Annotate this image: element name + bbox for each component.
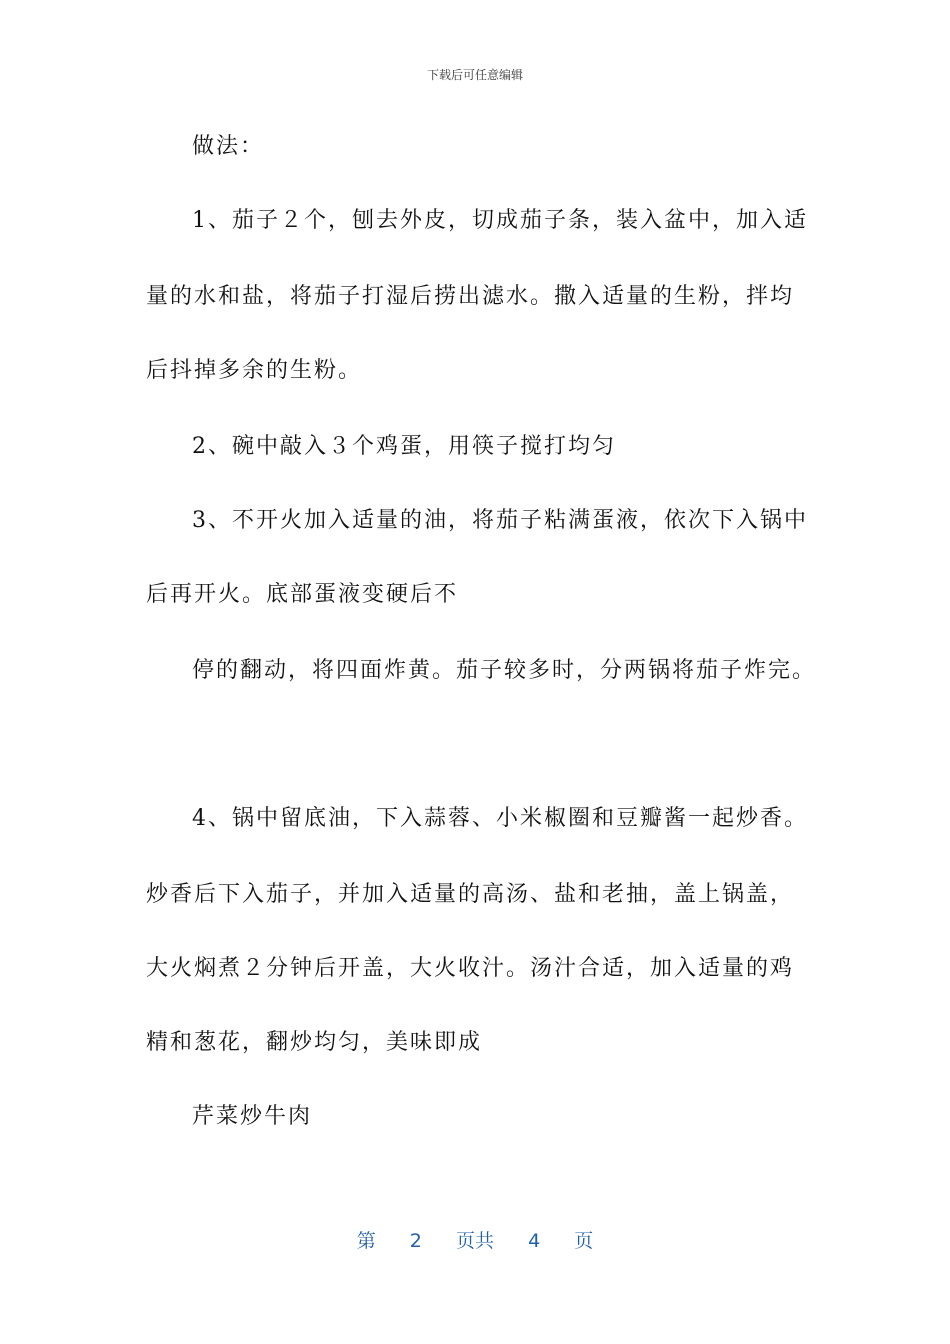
step-4-line-1: 4、锅中留底油，下入蒜蓉、小米椒圈和豆瓣酱一起炒香。 — [192, 806, 808, 831]
page-footer — [0, 1226, 950, 1253]
step-3-line-1: 3、不开火加入适量的油，将茄子粘满蛋液，依次下入锅中 — [192, 508, 808, 533]
footer-total-pages: 4 — [528, 1230, 541, 1252]
step-1-line-1: 1、茄子２个，刨去外皮，切成茄子条，装入盆中，加入适 — [192, 208, 808, 233]
page-header: 下载后可任意编辑 — [426, 68, 523, 82]
method-heading: 做法： — [192, 134, 265, 159]
step-4-line-3: 大火焖煮２分钟后开盖，大火收汁。汤汁合适，加入适量的鸡 — [146, 956, 795, 981]
step-4-line-2: 炒香后下入茄子，并加入适量的高汤、盐和老抽，盖上锅盖， — [146, 882, 795, 907]
next-recipe-title: 芹菜炒牛肉 — [192, 1104, 313, 1129]
step-1-line-2: 量的水和盐，将茄子打湿后捞出滤水。撒入适量的生粉，拌均 — [146, 284, 795, 309]
footer-suffix: 页 — [574, 1230, 594, 1252]
step-3-line-3: 停的翻动，将四面炸黄。茄子较多时，分两锅将茄子炸完。 — [192, 658, 817, 683]
footer-page-number: 2 — [409, 1230, 422, 1252]
footer-prefix: 第 — [356, 1230, 376, 1252]
step-1-line-3: 后抖掉多余的生粉。 — [146, 358, 363, 383]
step-4-line-4: 精和葱花，翻炒均匀，美味即成 — [146, 1030, 483, 1055]
step-3-line-2: 后再开火。底部蛋液变硬后不 — [146, 582, 459, 607]
step-2-line-1: 2、碗中敲入３个鸡蛋，用筷子搅打均匀 — [192, 434, 616, 459]
footer-middle: 页共 — [455, 1230, 494, 1252]
